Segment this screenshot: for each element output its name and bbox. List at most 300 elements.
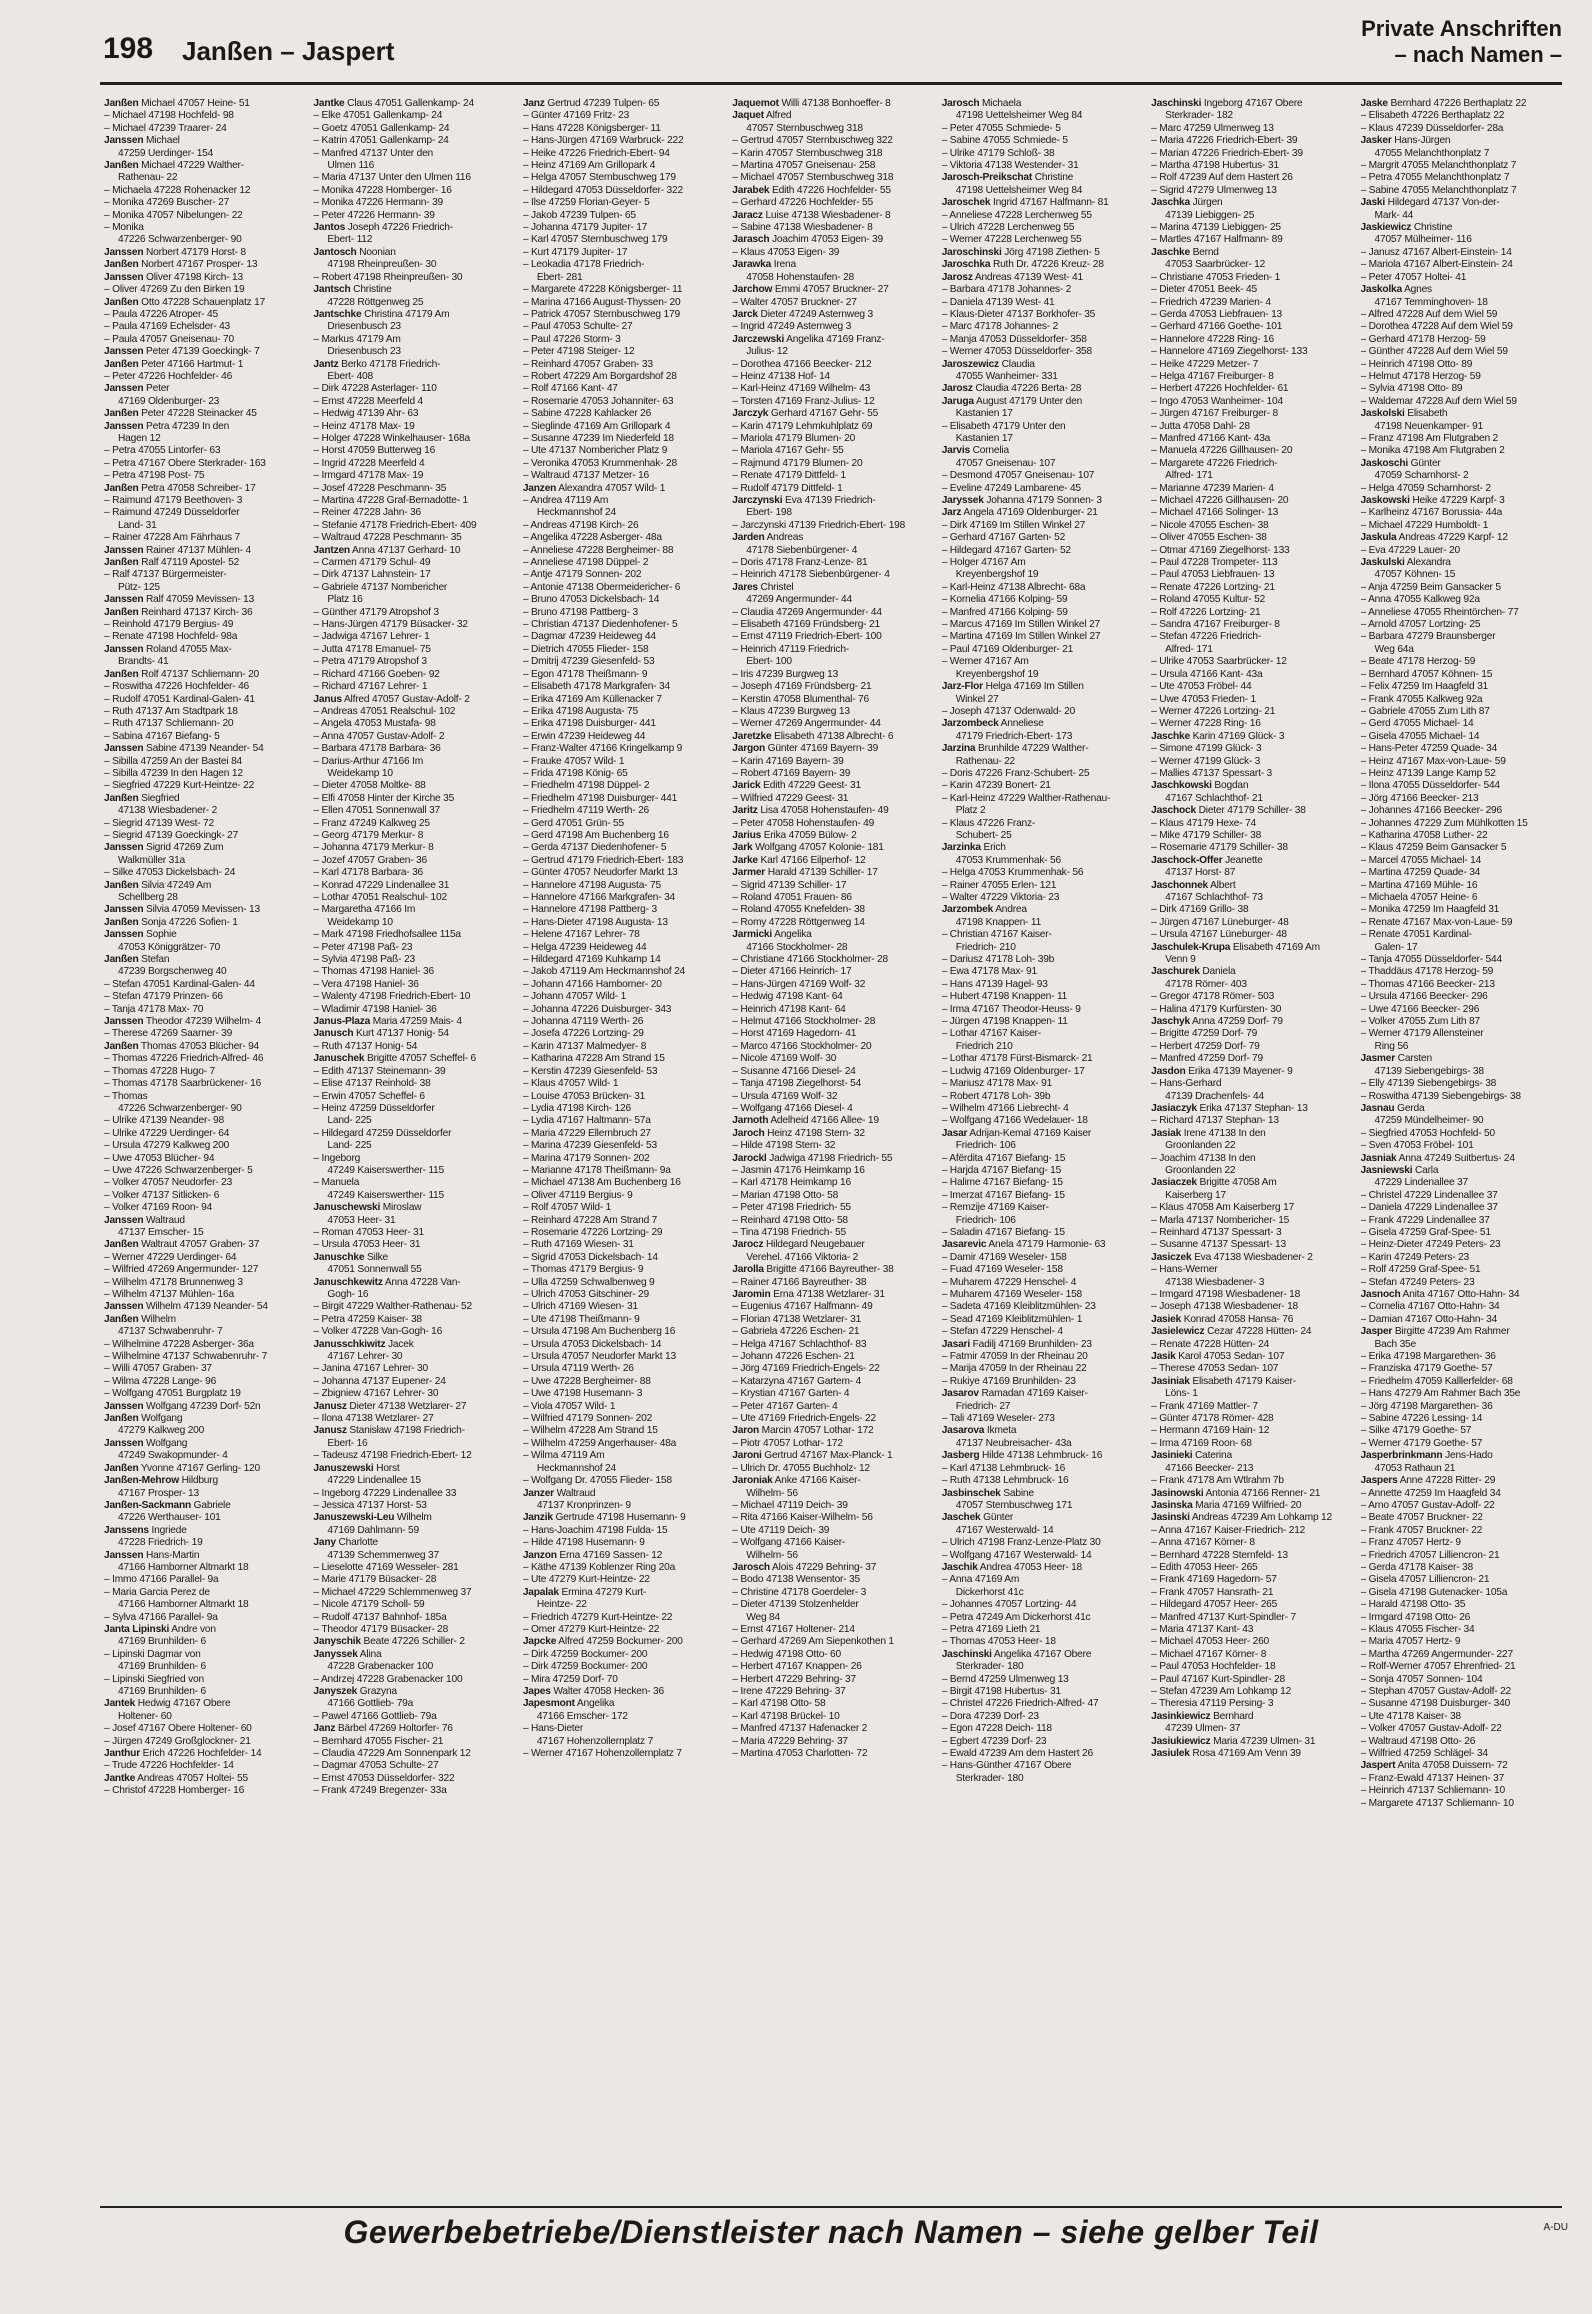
directory-entry: [523, 681, 724, 693]
directory-entry: [942, 731, 1143, 743]
entry-surname: Jaschka: [1151, 197, 1190, 209]
directory-entry: [1361, 1363, 1562, 1375]
entry-details: – Veronika 47053 Krummenhak- 28: [522, 457, 677, 469]
directory-entry: [732, 383, 933, 395]
entry-details: – Uwe 47198 Husemann- 3: [522, 1388, 643, 1400]
directory-entry: [104, 1388, 305, 1400]
directory-entry: [313, 1004, 514, 1016]
directory-entry: [732, 706, 933, 718]
entry-details: – Willi 47057 Graben- 37: [104, 1363, 212, 1375]
directory-entry: [1361, 867, 1562, 879]
directory-entry: [1361, 334, 1562, 346]
entry-details: 47239 Ulmen- 37: [1165, 1723, 1241, 1735]
entry-details: – Katrin 47051 Gallenkamp- 24: [313, 135, 449, 147]
entry-details: – Maria 47057 Hertz- 9: [1360, 1636, 1461, 1648]
entry-details: – Kerstin 47058 Blumenthal- 76: [732, 693, 869, 705]
directory-entry: [313, 1215, 514, 1227]
entry-details: – Jasmin 47176 Heimkamp 16: [732, 1164, 865, 1176]
directory-entry: [1361, 1798, 1562, 1810]
directory-entry: [1361, 110, 1562, 122]
directory-entry: [1151, 1736, 1352, 1748]
directory-entry: [1151, 904, 1352, 916]
directory-entry: [104, 98, 305, 110]
entry-details: – Leokadia 47178 Friedrich-: [522, 259, 645, 271]
directory-entry: [313, 1463, 514, 1475]
entry-details: Rolf 47137 Schliemann- 20: [141, 668, 260, 680]
directory-entry: [313, 1239, 514, 1251]
directory-entry: [313, 557, 514, 569]
directory-entry: [942, 1525, 1143, 1537]
directory-entry: [732, 1177, 933, 1189]
entry-details: – Richard 47166 Goeben- 92: [313, 668, 440, 680]
directory-entry: [104, 1028, 305, 1040]
directory-entry: [523, 433, 724, 445]
directory-entry: [1151, 1103, 1352, 1115]
directory-entry: [942, 681, 1143, 693]
entry-details: – Jürgen 47249 Großglockner- 21: [104, 1735, 251, 1747]
directory-entry: [942, 1190, 1143, 1202]
directory-entry: [942, 1413, 1143, 1425]
entry-details: Waltraut 47057 Graben- 37: [141, 1239, 260, 1251]
entry-details: 47249 Swakopmunder- 4: [118, 1450, 228, 1462]
directory-entry: [1151, 1239, 1352, 1251]
entry-details: Otto 47228 Schauenplatz 17: [141, 296, 266, 308]
directory-entry: [1361, 793, 1562, 805]
directory-entry: [942, 1239, 1143, 1251]
directory-entry: [1361, 297, 1562, 309]
entry-details: – Gerda 47178 Kaiser- 38: [1360, 1561, 1473, 1573]
entry-details: Friedrich 210: [955, 1040, 1013, 1052]
entry-surname: Janßen: [104, 259, 139, 271]
entry-details: – Thomas 47053 Heer- 18: [941, 1636, 1056, 1648]
directory-entry: [1151, 793, 1352, 805]
entry-details: – Rolf 47259 Graf-Spee- 51: [1360, 1264, 1481, 1276]
directory-entry: [732, 160, 933, 172]
entry-surname: Jasiaczek: [1151, 1177, 1197, 1189]
directory-entry: [942, 545, 1143, 557]
directory-entry: [104, 954, 305, 966]
entry-details: – Halina 47179 Kurfürsten- 30: [1151, 1003, 1282, 1015]
entry-details: – Erika 47198 Margarethen- 36: [1360, 1351, 1496, 1363]
directory-entry: [104, 1301, 305, 1313]
directory-entry: [732, 743, 933, 755]
entry-surname: Janssen: [104, 1549, 144, 1561]
directory-entry: [942, 1140, 1143, 1152]
entry-surname: Jaschek: [941, 1512, 981, 1524]
directory-entry: [523, 607, 724, 619]
directory-entry: [1361, 383, 1562, 395]
entry-details: – Gabriele 47137 Nombericher: [313, 581, 448, 593]
directory-entry: [523, 110, 724, 122]
entry-details: – Richard 47137 Stephan- 13: [1151, 1115, 1279, 1127]
entry-details: – Peter 47226 Hochfelder- 46: [104, 370, 233, 382]
directory-entry: [732, 904, 933, 916]
entry-details: Mark- 44: [1374, 209, 1414, 221]
entry-details: – Alfred 47228 Auf dem Wiel 59: [1360, 308, 1498, 320]
entry-details: – Nicole 47179 Scholl- 59: [313, 1599, 425, 1611]
directory-entry: [1151, 1636, 1352, 1648]
entry-surname: Janßen: [104, 954, 139, 966]
directory-entry: [523, 892, 724, 904]
directory-entry: [942, 247, 1143, 259]
directory-entry: [942, 396, 1143, 408]
entry-details: – Johanna 47119 Werth- 26: [522, 1016, 644, 1028]
directory-entry: [732, 1649, 933, 1661]
directory-entry: [313, 1748, 514, 1760]
entry-details: Wilhelm: [396, 1512, 432, 1524]
entry-details: Claus 47051 Gallenkamp- 24: [347, 98, 474, 109]
entry-surname: Januschkewitz: [313, 1276, 383, 1288]
entry-details: – Karl 47178 Barbara- 36: [313, 867, 424, 879]
entry-details: – Wilfried 47179 Sonnen- 202: [522, 1413, 653, 1425]
entry-details: Weg 84: [746, 1611, 780, 1623]
entry-details: – Maria 47229 Behring- 37: [732, 1735, 848, 1747]
directory-entry: [313, 135, 514, 147]
directory-entry: [732, 284, 933, 296]
entry-surname: Jantke: [104, 1772, 136, 1784]
directory-entry: [1151, 780, 1352, 792]
entry-details: Julius- 12: [746, 346, 788, 358]
entry-details: Günter: [1410, 457, 1441, 469]
directory-entry: [523, 731, 724, 743]
entry-details: 47198 Neuenkamper- 91: [1374, 420, 1484, 432]
entry-details: – Martina 47057 Gneisenau- 258: [732, 160, 876, 172]
entry-surname: Jarasch: [732, 234, 770, 246]
entry-details: – Waltraud 47228 Peschmann- 35: [313, 532, 462, 544]
entry-details: Erich: [983, 842, 1006, 854]
entry-surname: Janzon: [522, 1549, 557, 1561]
entry-details: 47058 Hohenstaufen- 28: [746, 271, 855, 283]
entry-details: 47179 Friedrich-Ebert- 173: [955, 730, 1073, 742]
directory-entry: [1361, 594, 1562, 606]
entry-surname: Janssen: [104, 1214, 144, 1226]
entry-details: – Frank 47055 Kalkweg 92a: [1360, 693, 1483, 705]
directory-entry: [1151, 1053, 1352, 1065]
directory-entry: [523, 458, 724, 470]
entry-details: – Ralf 47137 Bürgermeister-: [104, 569, 227, 581]
directory-entry: [732, 545, 933, 557]
directory-entry: [313, 1363, 514, 1375]
directory-entry: [732, 569, 933, 581]
entry-surname: Janssen: [104, 1301, 144, 1313]
directory-entry: [1361, 545, 1562, 557]
entry-surname: Jaroschka: [941, 259, 991, 271]
entry-details: – Erwin 47057 Scheffel- 6: [313, 1090, 425, 1102]
directory-entry: [1151, 1612, 1352, 1624]
directory-entry: [313, 1301, 514, 1313]
entry-details: – Wilma 47228 Lange- 96: [104, 1375, 217, 1387]
directory-entry: [523, 880, 724, 892]
directory-entry: [313, 148, 514, 160]
entry-details: – Peter 47198 Friedrich- 55: [732, 1202, 851, 1214]
entry-details: Ingrid 47167 Halfmann- 81: [992, 197, 1109, 209]
entry-details: 47198 Knappen- 11: [955, 916, 1042, 928]
entry-details: – Anna 47167 Kaiser-Friedrich- 212: [1151, 1524, 1306, 1536]
entry-details: – Imerzat 47167 Biefang- 15: [941, 1189, 1065, 1201]
entry-details: – Thomas 47166 Beecker- 213: [1360, 978, 1495, 990]
entry-details: – Rajmund 47179 Blumen- 20: [732, 457, 863, 469]
directory-entry: [732, 507, 933, 519]
entry-details: Silke: [366, 1251, 389, 1263]
entry-details: – Georg 47179 Merkur- 8: [313, 829, 424, 841]
entry-details: Wolfgang 47239 Dorf- 52n: [146, 1400, 261, 1412]
directory-entry: [104, 892, 305, 904]
entry-details: – Joachim 47138 In den: [1151, 1152, 1256, 1164]
directory-entry: [1151, 1550, 1352, 1562]
directory-entry: [523, 631, 724, 643]
entry-details: Bach 35e: [1374, 1338, 1416, 1350]
directory-entry: [104, 1239, 305, 1251]
entry-details: – Arnold 47057 Lortzing- 25: [1360, 619, 1481, 631]
entry-surname: Jany: [313, 1537, 336, 1549]
entry-details: Roland 47055 Max-: [146, 643, 232, 655]
entry-details: – Gregor 47178 Römer- 503: [1151, 991, 1275, 1003]
entry-details: Holtener- 60: [118, 1710, 172, 1722]
directory-entry: [1361, 780, 1562, 792]
entry-details: – Mariola 47179 Blumen- 20: [732, 432, 856, 444]
directory-entry: [1361, 1537, 1562, 1549]
entry-details: – Christel 47229 Lindenallee 37: [1360, 1189, 1498, 1201]
entry-details: Konrad 47058 Hansa- 76: [1183, 1313, 1294, 1325]
directory-entry: [104, 1773, 305, 1785]
directory-entry: [104, 507, 305, 519]
entry-details: – Raimund 47179 Beethoven- 3: [104, 495, 243, 506]
directory-entry: [104, 1227, 305, 1239]
entry-details: – Tanja 47178 Max- 70: [104, 1003, 204, 1015]
directory-entry: [1361, 259, 1562, 271]
entry-details: – Tadeusz 47198 Friedrich-Ebert- 12: [313, 1450, 472, 1462]
entry-details: – Eveline 47249 Lambarene- 45: [941, 482, 1081, 494]
entry-surname: Jarck: [732, 308, 758, 320]
directory-entry: [732, 1115, 933, 1127]
directory-entry: [1151, 979, 1352, 991]
entry-details: Ikmeta: [986, 1425, 1017, 1437]
directory-entry: [1151, 867, 1352, 879]
entry-details: – Dirk 47169 Grillo- 38: [1151, 904, 1249, 916]
directory-entry: [523, 768, 724, 780]
directory-entry: [942, 1537, 1143, 1549]
entry-details: – Heike 47226 Friedrich-Ebert- 94: [522, 147, 670, 159]
entry-surname: Jasari: [941, 1338, 970, 1350]
entry-details: – Johann 47057 Wild- 1: [522, 991, 627, 1003]
entry-details: 47053 Königgrätzer- 70: [118, 941, 221, 953]
entry-details: – Hedwig 47198 Otto- 60: [732, 1648, 841, 1660]
entry-details: August 47179 Unter den: [975, 395, 1083, 407]
entry-details: 47051 Sonnenwall 55: [327, 1264, 422, 1276]
directory-entry: [732, 1078, 933, 1090]
directory-entry: [1361, 1599, 1562, 1611]
entry-surname: Janssen: [104, 842, 144, 854]
entry-surname: Janssens: [104, 1524, 149, 1536]
entry-details: – Friedhelm 47198 Duisburger- 441: [522, 792, 678, 804]
directory-entry: [523, 1475, 724, 1487]
entry-details: – Hilde 47198 Husemann- 9: [522, 1537, 645, 1549]
entry-details: – Sadeta 47169 Kleiblitzmühlen- 23: [941, 1301, 1096, 1313]
directory-entry: [104, 1190, 305, 1202]
directory-entry: [313, 1227, 514, 1239]
entry-details: – Gerd 47055 Michael- 14: [1360, 718, 1474, 730]
entry-details: – Wolfgang Dr. 47055 Flieder- 158: [522, 1475, 672, 1487]
directory-entry: [942, 1748, 1143, 1760]
entry-details: Christine: [353, 284, 392, 296]
section-heading-line2: – nach Namen –: [1394, 42, 1562, 67]
directory-entry: [942, 1376, 1143, 1388]
entry-details: Michael: [146, 135, 180, 147]
entry-surname: Jasbinschek: [941, 1487, 1001, 1499]
entry-surname: Jantschke: [313, 308, 362, 320]
entry-details: – Felix 47259 Im Haagfeld 31: [1360, 681, 1489, 693]
directory-entry: [523, 520, 724, 532]
entry-details: Bernd: [1192, 246, 1219, 258]
directory-entry: [1151, 557, 1352, 569]
entry-details: – Silke 47179 Goethe- 57: [1360, 1425, 1472, 1437]
entry-details: – Ute 47137 Nombericher Platz 9: [522, 445, 668, 457]
directory-entry: [1151, 1252, 1352, 1264]
entry-details: Gabriele: [193, 1499, 231, 1511]
entry-details: – Peter 47198 Steiger- 12: [522, 346, 635, 358]
directory-entry: [732, 582, 933, 594]
entry-details: Dickerhorst 41c: [955, 1586, 1024, 1598]
entry-details: – Gerd 47051 Grün- 55: [522, 817, 624, 829]
entry-details: – Wolfgang 47166 Wedelauer- 18: [941, 1115, 1088, 1127]
directory-entry: [732, 1500, 933, 1512]
entry-details: – Monika: [104, 222, 144, 234]
entry-details: – Werner 47199 Glück- 3: [1151, 755, 1261, 767]
entry-details: – Desmond 47057 Gneisenau- 107: [941, 470, 1095, 482]
directory-entry: [942, 607, 1143, 619]
directory-entry: [1151, 1748, 1352, 1760]
entry-details: Norbert 47179 Horst- 8: [146, 246, 246, 258]
entry-details: Edith 47229 Geest- 31: [763, 780, 861, 792]
directory-entry: [732, 830, 933, 842]
entry-surname: Janus-Plaza: [313, 1016, 371, 1028]
directory-entry: [1361, 1587, 1562, 1599]
directory-entry: [104, 631, 305, 643]
entry-surname: Janssen: [104, 271, 144, 283]
directory-entry: [104, 569, 305, 581]
entry-surname: Janz: [522, 98, 545, 109]
entry-details: – Lydia 47167 Haltmann- 57a: [522, 1115, 651, 1127]
entry-details: – Hans-Jürgen 47169 Warbruck- 222: [522, 135, 684, 147]
directory-entry: [313, 942, 514, 954]
entry-details: – Peter 47226 Hermann- 39: [313, 209, 435, 221]
directory-entry: [942, 942, 1143, 954]
directory-entry: [942, 594, 1143, 606]
directory-entry: [1151, 1413, 1352, 1425]
entry-details: 47269 Angermunder- 44: [746, 594, 852, 606]
entry-details: – Jutta 47178 Emanuel- 75: [313, 643, 431, 655]
directory-entry: [523, 855, 724, 867]
entry-details: Jadwiga 47198 Friedrich- 55: [769, 1152, 893, 1164]
entry-details: Brandts- 41: [118, 656, 169, 668]
entry-surname: Jasperbrinkmann: [1360, 1450, 1443, 1462]
directory-entry: [523, 222, 724, 234]
directory-entry: [732, 172, 933, 184]
directory-entry: [523, 1463, 724, 1475]
entry-surname: Jarosz: [941, 271, 973, 283]
directory-entry: [942, 383, 1143, 395]
directory-entry: [104, 1289, 305, 1301]
entry-details: – Heike 47229 Metzer- 7: [1151, 358, 1259, 370]
directory-entry: [732, 880, 933, 892]
entry-details: – Trude 47226 Hochfelder- 14: [104, 1760, 234, 1772]
entry-surname: Jantek: [104, 1698, 136, 1710]
directory-entry: [523, 1723, 724, 1735]
entry-details: – Gerda 47053 Liebfrauen- 13: [1151, 308, 1283, 320]
entry-details: – Jörg 47166 Beecker- 213: [1360, 792, 1479, 804]
directory-entry: [942, 706, 1143, 718]
entry-surname: Janßen: [104, 98, 139, 109]
directory-entry: [1151, 433, 1352, 445]
directory-entry: [523, 1301, 724, 1313]
entry-surname: Jasiczek: [1151, 1251, 1192, 1263]
entry-details: – Roland 47055 Kultur- 52: [1151, 594, 1266, 606]
directory-entry: [523, 98, 724, 110]
directory-entry: [523, 805, 724, 817]
directory-entry: [1361, 1289, 1562, 1301]
directory-entry: [523, 371, 724, 383]
entry-details: – Harald 47198 Otto- 35: [1360, 1599, 1466, 1611]
entry-details: – Christiane 47053 Frieden- 1: [1151, 271, 1281, 283]
entry-details: – Dieter 47051 Beek- 45: [1151, 284, 1257, 296]
directory-entry: [313, 1041, 514, 1053]
directory-entry: [1151, 1202, 1352, 1214]
directory-entry: [523, 532, 724, 544]
entry-details: – Franz 47198 Am Flutgraben 2: [1360, 432, 1499, 444]
entry-details: – Elise 47137 Reinhold- 38: [313, 1078, 431, 1090]
directory-entry: [942, 669, 1143, 681]
entry-details: – Rudolf 47051 Kardinal-Galen- 41: [104, 693, 255, 705]
directory-entry: [1361, 1463, 1562, 1475]
entry-details: Rosa 47169 Am Venn 39: [1192, 1748, 1301, 1760]
entry-details: – Angelika 47228 Asberger- 48a: [522, 532, 662, 544]
directory-entry: [104, 321, 305, 333]
directory-entry: [942, 1636, 1143, 1648]
entry-details: – Silke 47053 Dickelsbach- 24: [104, 867, 236, 879]
directory-entry: [942, 346, 1143, 358]
entry-details: – Klaus 47058 Am Kaiserberg 17: [1151, 1202, 1295, 1214]
entry-details: – Markus 47179 Am: [313, 333, 401, 345]
directory-entry: [1151, 160, 1352, 172]
directory-entry: [313, 1723, 514, 1735]
entry-details: – Karin 47169 Bayern- 39: [732, 755, 844, 767]
entry-surname: Janßen: [104, 1040, 139, 1052]
directory-entry: [942, 483, 1143, 495]
entry-details: – Carmen 47179 Schul- 49: [313, 557, 431, 569]
directory-entry: [104, 346, 305, 358]
entry-details: Erna 47169 Sassen- 12: [559, 1549, 663, 1561]
directory-entry: [942, 110, 1143, 122]
entry-details: – Dietrich 47055 Flieder- 158: [522, 643, 649, 655]
directory-entry: [1151, 148, 1352, 160]
directory-entry: [1361, 1760, 1562, 1772]
entry-surname: Jarosch: [732, 1561, 770, 1573]
directory-entry: [732, 421, 933, 433]
entry-details: Groonlanden 22: [1165, 1164, 1236, 1176]
directory-entry: [104, 135, 305, 147]
directory-entry: [313, 1612, 514, 1624]
entry-details: Maria 47169 Wilfried- 20: [1195, 1499, 1302, 1511]
directory-entry: [1151, 445, 1352, 457]
directory-entry: [732, 1562, 933, 1574]
entry-details: – Ingo 47053 Wanheimer- 104: [1151, 395, 1283, 407]
entry-details: Dieter 47138 Wetzlarer- 27: [349, 1400, 467, 1412]
entry-details: – Ute 47169 Friedrich-Engels- 22: [732, 1413, 876, 1425]
entry-details: Erika 47139 Mayener- 9: [1188, 1065, 1293, 1077]
entry-details: – Jutta 47058 Dahl- 28: [1151, 420, 1250, 432]
directory-entry: [732, 1599, 933, 1611]
directory-entry: [1151, 656, 1352, 668]
